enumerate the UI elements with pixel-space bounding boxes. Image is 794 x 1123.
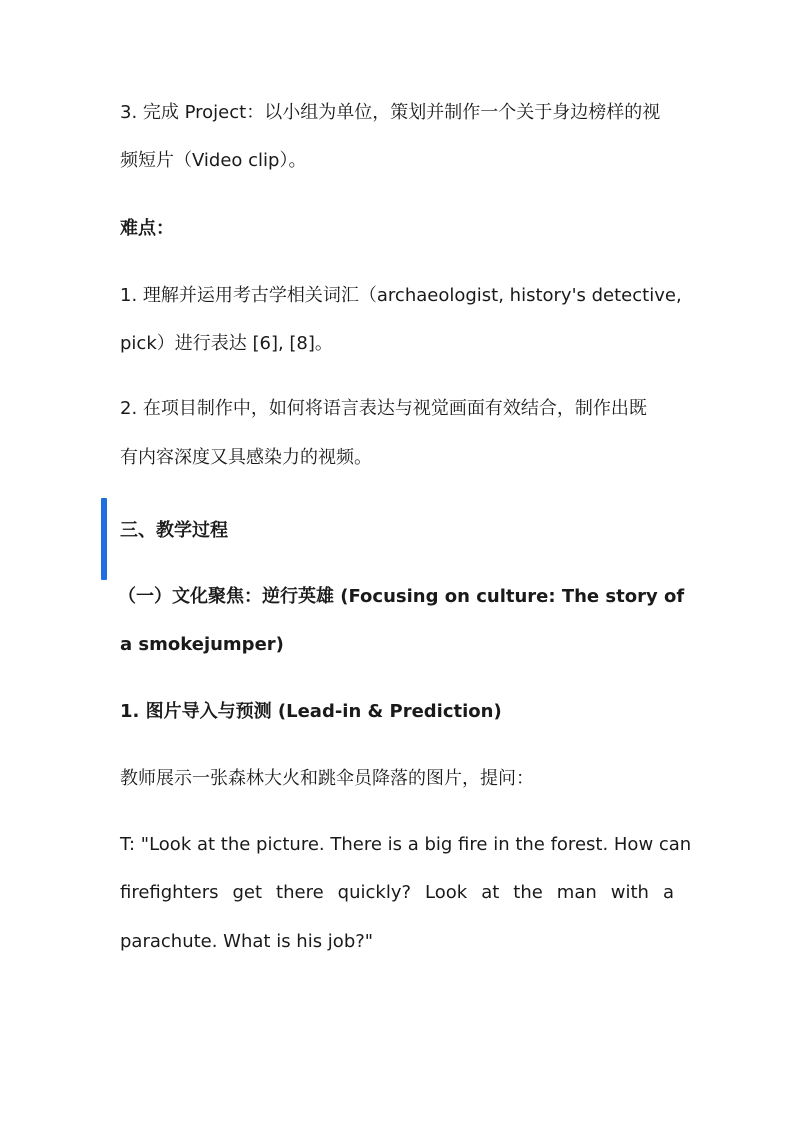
difficulty-item-2-line-2: 有内容深度又具感染力的视频。 <box>120 447 372 468</box>
difficulties-heading: 难点： <box>120 218 174 239</box>
difficulty-item-1-line-2: pick）进行表达 [6], [8]。 <box>120 333 333 354</box>
section-accent-bar <box>101 498 107 580</box>
objective-item-3-line-2: 频短片（Video clip）。 <box>120 150 307 171</box>
teacher-quote-line-1: T: "Look at the picture. There is a big fire in the forest. How can <box>120 834 692 855</box>
difficulty-item-2-line-1: 2. 在项目制作中，如何将语言表达与视觉画面有效结合，制作出既 <box>120 398 647 419</box>
step-1-heading: 1. 图片导入与预测 (Lead-in & Prediction) <box>120 701 502 722</box>
difficulty-item-1-line-1: 1. 理解并运用考古学相关词汇（archaeologist, history's detective, <box>120 285 682 306</box>
subsection-1-heading-line-2: a smokejumper) <box>120 634 284 655</box>
section-3-heading: 三、教学过程 <box>120 520 228 541</box>
step-1-description: 教师展示一张森林大火和跳伞员降落的图片，提问： <box>120 768 534 789</box>
objective-item-3-line-1: 3. 完成 Project：以小组为单位，策划并制作一个关于身边榜样的视 <box>120 102 661 123</box>
teacher-quote-line-3: parachute. What is his job?" <box>120 931 374 952</box>
teacher-quote-line-2: firefighters get there quickly? Look at the man with a <box>120 882 674 903</box>
subsection-1-heading-line-1: （一）文化聚焦：逆行英雄 (Focusing on culture: The story of <box>118 586 685 607</box>
